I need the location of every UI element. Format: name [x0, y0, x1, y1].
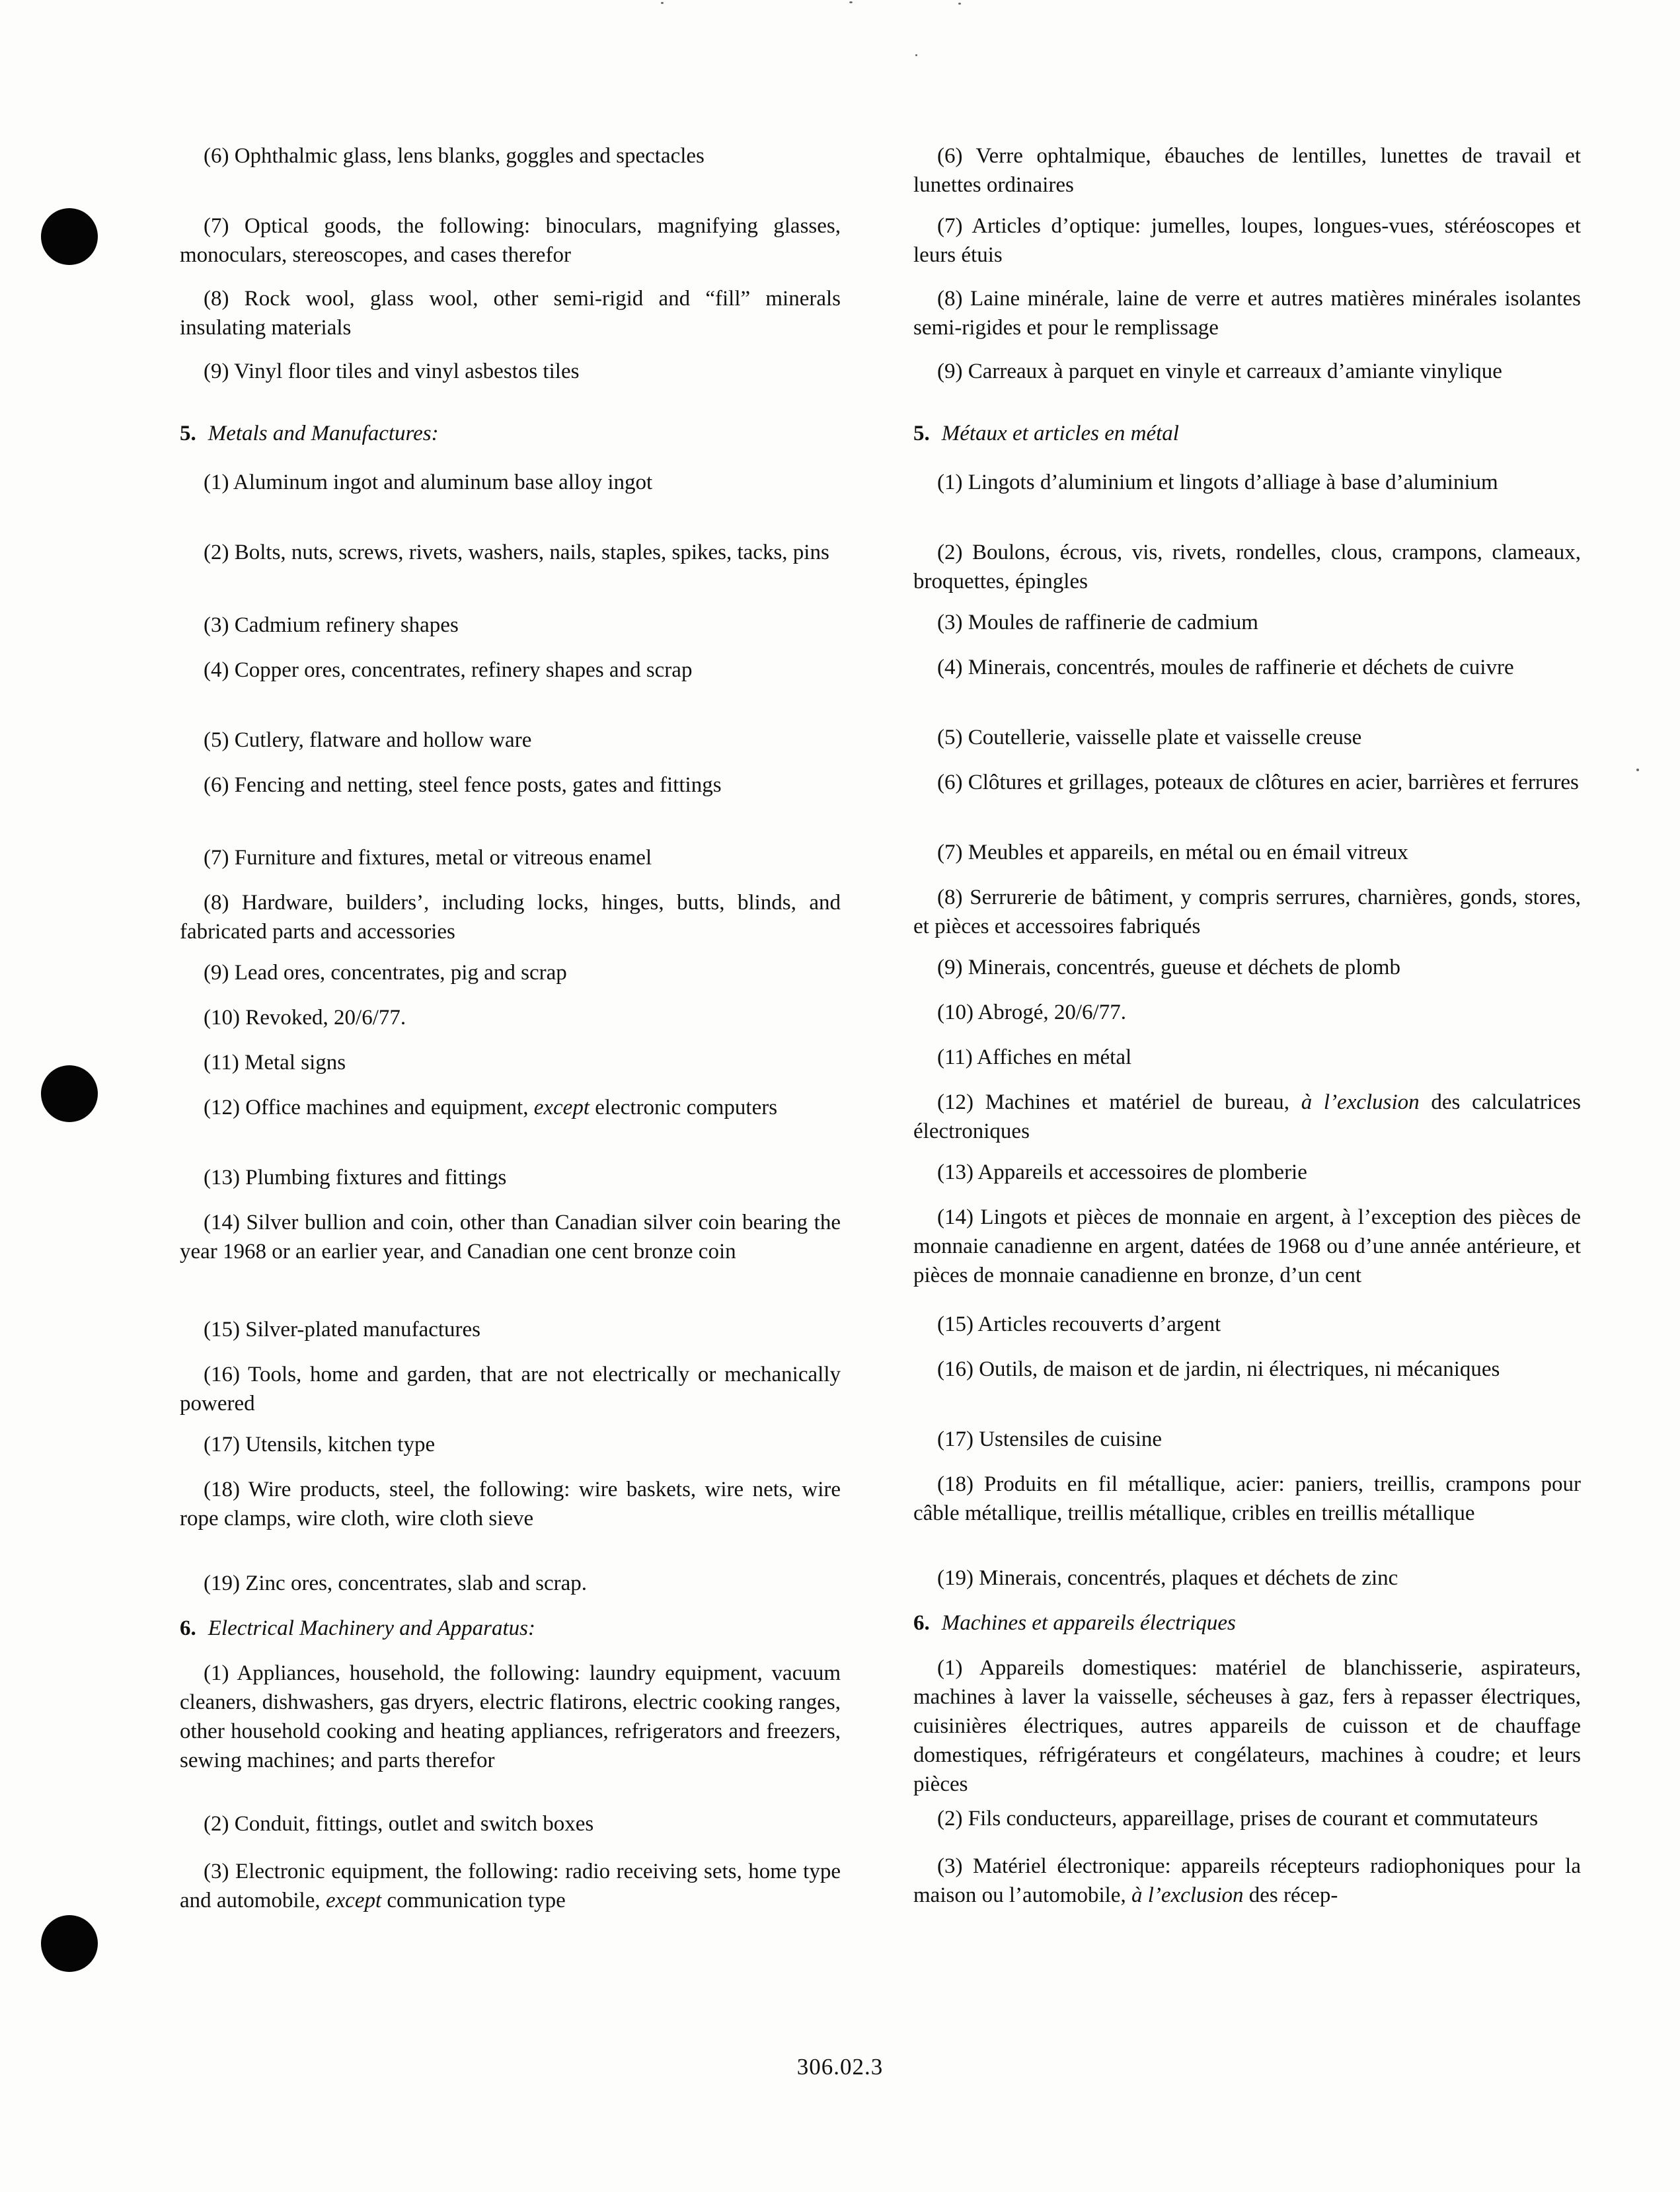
- list-item: (7) Furniture and fixtures, metal or vitreous enamel: [204, 846, 652, 870]
- section-heading: [180, 1614, 841, 1643]
- list-item: (6) Clôtures et grillages, poteaux de clôtures en acier, barrières et ferrures: [937, 771, 1579, 794]
- section-heading: [180, 419, 841, 448]
- list-item: (17) Utensils, kitchen type: [204, 1433, 436, 1456]
- section-number: 6.: [913, 1611, 930, 1635]
- section-number: 5.: [913, 422, 930, 445]
- list-item: (11) Metal signs: [204, 1051, 346, 1075]
- list-item: (10) Abrogé, 20/6/77.: [937, 1001, 1126, 1024]
- list-item: (8) Rock wool, glass wool, other semi-rigid and “fill” minerals insulating materials: [180, 287, 841, 340]
- list-item: (19) Minerais, concentrés, plaques et déchets de zinc: [937, 1566, 1398, 1590]
- list-item: (12) Machines et matériel de bureau, à l’exclusion des calculatrices électroniques: [913, 1090, 1581, 1143]
- list-item: (13) Plumbing fixtures and fittings: [204, 1166, 507, 1190]
- section-title: Métaux et articles en métal: [941, 422, 1179, 445]
- emphasis: à l’exclusion: [1131, 1883, 1244, 1907]
- list-item: (12) Office machines and equipment, except electronic computers: [204, 1096, 778, 1119]
- scan-speck: [661, 2, 664, 4]
- list-item: (15) Silver-plated manufactures: [204, 1318, 481, 1342]
- list-item: (9) Carreaux à parquet en vinyle et carreaux d’amiante vinylique: [937, 359, 1502, 383]
- list-item: (3) Matériel électronique: appareils récepteurs radiophoniques pour la maison ou l’automobile, à l’exclusion des récep-: [913, 1854, 1581, 1907]
- list-item: (18) Produits en fil métallique, acier: paniers, treillis, crampons pour câble métallique, treillis métallique, cribles en treillis métallique: [913, 1472, 1581, 1525]
- list-item: (10) Revoked, 20/6/77.: [204, 1006, 406, 1030]
- list-item: (5) Cutlery, flatware and hollow ware: [204, 728, 532, 752]
- section-title: Metals and Manufactures:: [208, 422, 439, 445]
- list-item: (14) Silver bullion and coin, other than Canadian silver coin bearing the year 1968 or an earlier year, and Canadian one cent bronze coin: [180, 1211, 841, 1264]
- scan-speck: [958, 3, 961, 5]
- list-item: (16) Tools, home and garden, that are not electrically or mechanically powered: [180, 1363, 841, 1416]
- list-item: (1) Appareils domestiques: matériel de blanchisserie, aspirateurs, machines à laver la vaisselle, sécheuses à gaz, fers à repasser électriques, cuisinières électriques, autres appareils de cuisson et de chauffage domestiques, réfrigérateurs et congélateurs, machines à coudre; et leurs pièces: [913, 1656, 1581, 1796]
- punch-hole: [41, 1915, 98, 1972]
- emphasis: à l’exclusion: [1301, 1090, 1420, 1114]
- section-title: Machines et appareils électriques: [941, 1611, 1236, 1635]
- list-item: (2) Fils conducteurs, appareillage, prises de courant et commutateurs: [937, 1807, 1539, 1831]
- list-item: (15) Articles recouverts d’argent: [937, 1312, 1221, 1336]
- list-item: (1) Appliances, household, the following: laundry equipment, vacuum cleaners, dishwashers, gas dryers, electric flatirons, electric cooking ranges, other household cooking and heating appliances, refrigerators and freezers, sewing machines; and parts therefor: [180, 1661, 841, 1772]
- list-item: (8) Serrurerie de bâtiment, y compris serrures, charnières, gonds, stores, et pièces et accessoires fabriqués: [913, 886, 1581, 938]
- section-heading: [913, 419, 1581, 448]
- scan-speck: [1636, 769, 1639, 771]
- list-item: (2) Conduit, fittings, outlet and switch boxes: [204, 1812, 594, 1836]
- scan-speck: [849, 1, 853, 3]
- list-item: (9) Lead ores, concentrates, pig and scrap: [204, 961, 567, 985]
- section-number: 6.: [180, 1616, 196, 1640]
- section-title: Electrical Machinery and Apparatus:: [208, 1616, 535, 1640]
- list-item: (6) Verre ophtalmique, ébauches de lentilles, lunettes de travail et lunettes ordinaires: [913, 144, 1581, 197]
- list-item: (14) Lingots et pièces de monnaie en argent, à l’exception des pièces de monnaie canadienne en argent, datées de 1968 ou d’une année antérieure, et pièces de monnaie canadienne en bronze, d’un cent: [913, 1205, 1581, 1287]
- list-item: (11) Affiches en métal: [937, 1045, 1132, 1069]
- list-item: (1) Lingots d’aluminium et lingots d’alliage à base d’aluminium: [937, 471, 1498, 494]
- list-item: (3) Moules de raffinerie de cadmium: [937, 611, 1258, 634]
- list-item: (9) Vinyl floor tiles and vinyl asbestos tiles: [204, 359, 580, 383]
- list-item: (7) Optical goods, the following: binoculars, magnifying glasses, monoculars, stereoscopes, and cases therefor: [180, 214, 841, 267]
- list-item: (3) Cadmium refinery shapes: [204, 613, 459, 637]
- emphasis: except: [533, 1096, 590, 1119]
- list-item: (16) Outils, de maison et de jardin, ni électriques, ni mécaniques: [937, 1357, 1500, 1381]
- list-item: (5) Coutellerie, vaisselle plate et vaisselle creuse: [937, 726, 1362, 749]
- list-item: (19) Zinc ores, concentrates, slab and scrap.: [204, 1571, 588, 1595]
- page-number: 306.02.3: [796, 2054, 884, 2080]
- list-item: (8) Hardware, builders’, including locks, hinges, butts, blinds, and fabricated parts and accessories: [180, 891, 841, 944]
- punch-hole: [41, 1065, 98, 1122]
- punch-hole: [41, 208, 98, 265]
- list-item: (4) Copper ores, concentrates, refinery shapes and scrap: [204, 658, 693, 682]
- section-number: 5.: [180, 422, 196, 445]
- list-item: (9) Minerais, concentrés, gueuse et déchets de plomb: [937, 956, 1401, 979]
- list-item: (7) Articles d’optique: jumelles, loupes, longues-vues, stéréoscopes et leurs étuis: [913, 214, 1581, 267]
- list-item: (2) Bolts, nuts, screws, rivets, washers, nails, staples, spikes, tacks, pins: [204, 541, 829, 564]
- list-item: (1) Aluminum ingot and aluminum base alloy ingot: [204, 471, 653, 494]
- list-item: (8) Laine minérale, laine de verre et autres matières minérales isolantes semi-rigides et pour le remplissage: [913, 287, 1581, 340]
- emphasis: except: [325, 1889, 382, 1912]
- list-item: (13) Appareils et accessoires de plomberie: [937, 1160, 1307, 1184]
- list-item: (2) Boulons, écrous, vis, rivets, rondelles, clous, crampons, clameaux, broquettes, épingles: [913, 541, 1581, 593]
- list-item: (4) Minerais, concentrés, moules de raffinerie et déchets de cuivre: [937, 656, 1514, 679]
- list-item: (17) Ustensiles de cuisine: [937, 1427, 1163, 1451]
- list-item: (3) Electronic equipment, the following: radio receiving sets, home type and automobile, except communication type: [180, 1860, 841, 1912]
- scan-speck: [915, 54, 917, 56]
- list-item: (18) Wire products, steel, the following: wire baskets, wire nets, wire rope clamps, wire cloth, wire cloth sieve: [180, 1478, 841, 1531]
- list-item: (7) Meubles et appareils, en métal ou en émail vitreux: [937, 841, 1408, 864]
- section-heading: [913, 1608, 1581, 1638]
- list-item: (6) Fencing and netting, steel fence posts, gates and fittings: [204, 773, 722, 797]
- list-item: (6) Ophthalmic glass, lens blanks, goggles and spectacles: [204, 144, 705, 168]
